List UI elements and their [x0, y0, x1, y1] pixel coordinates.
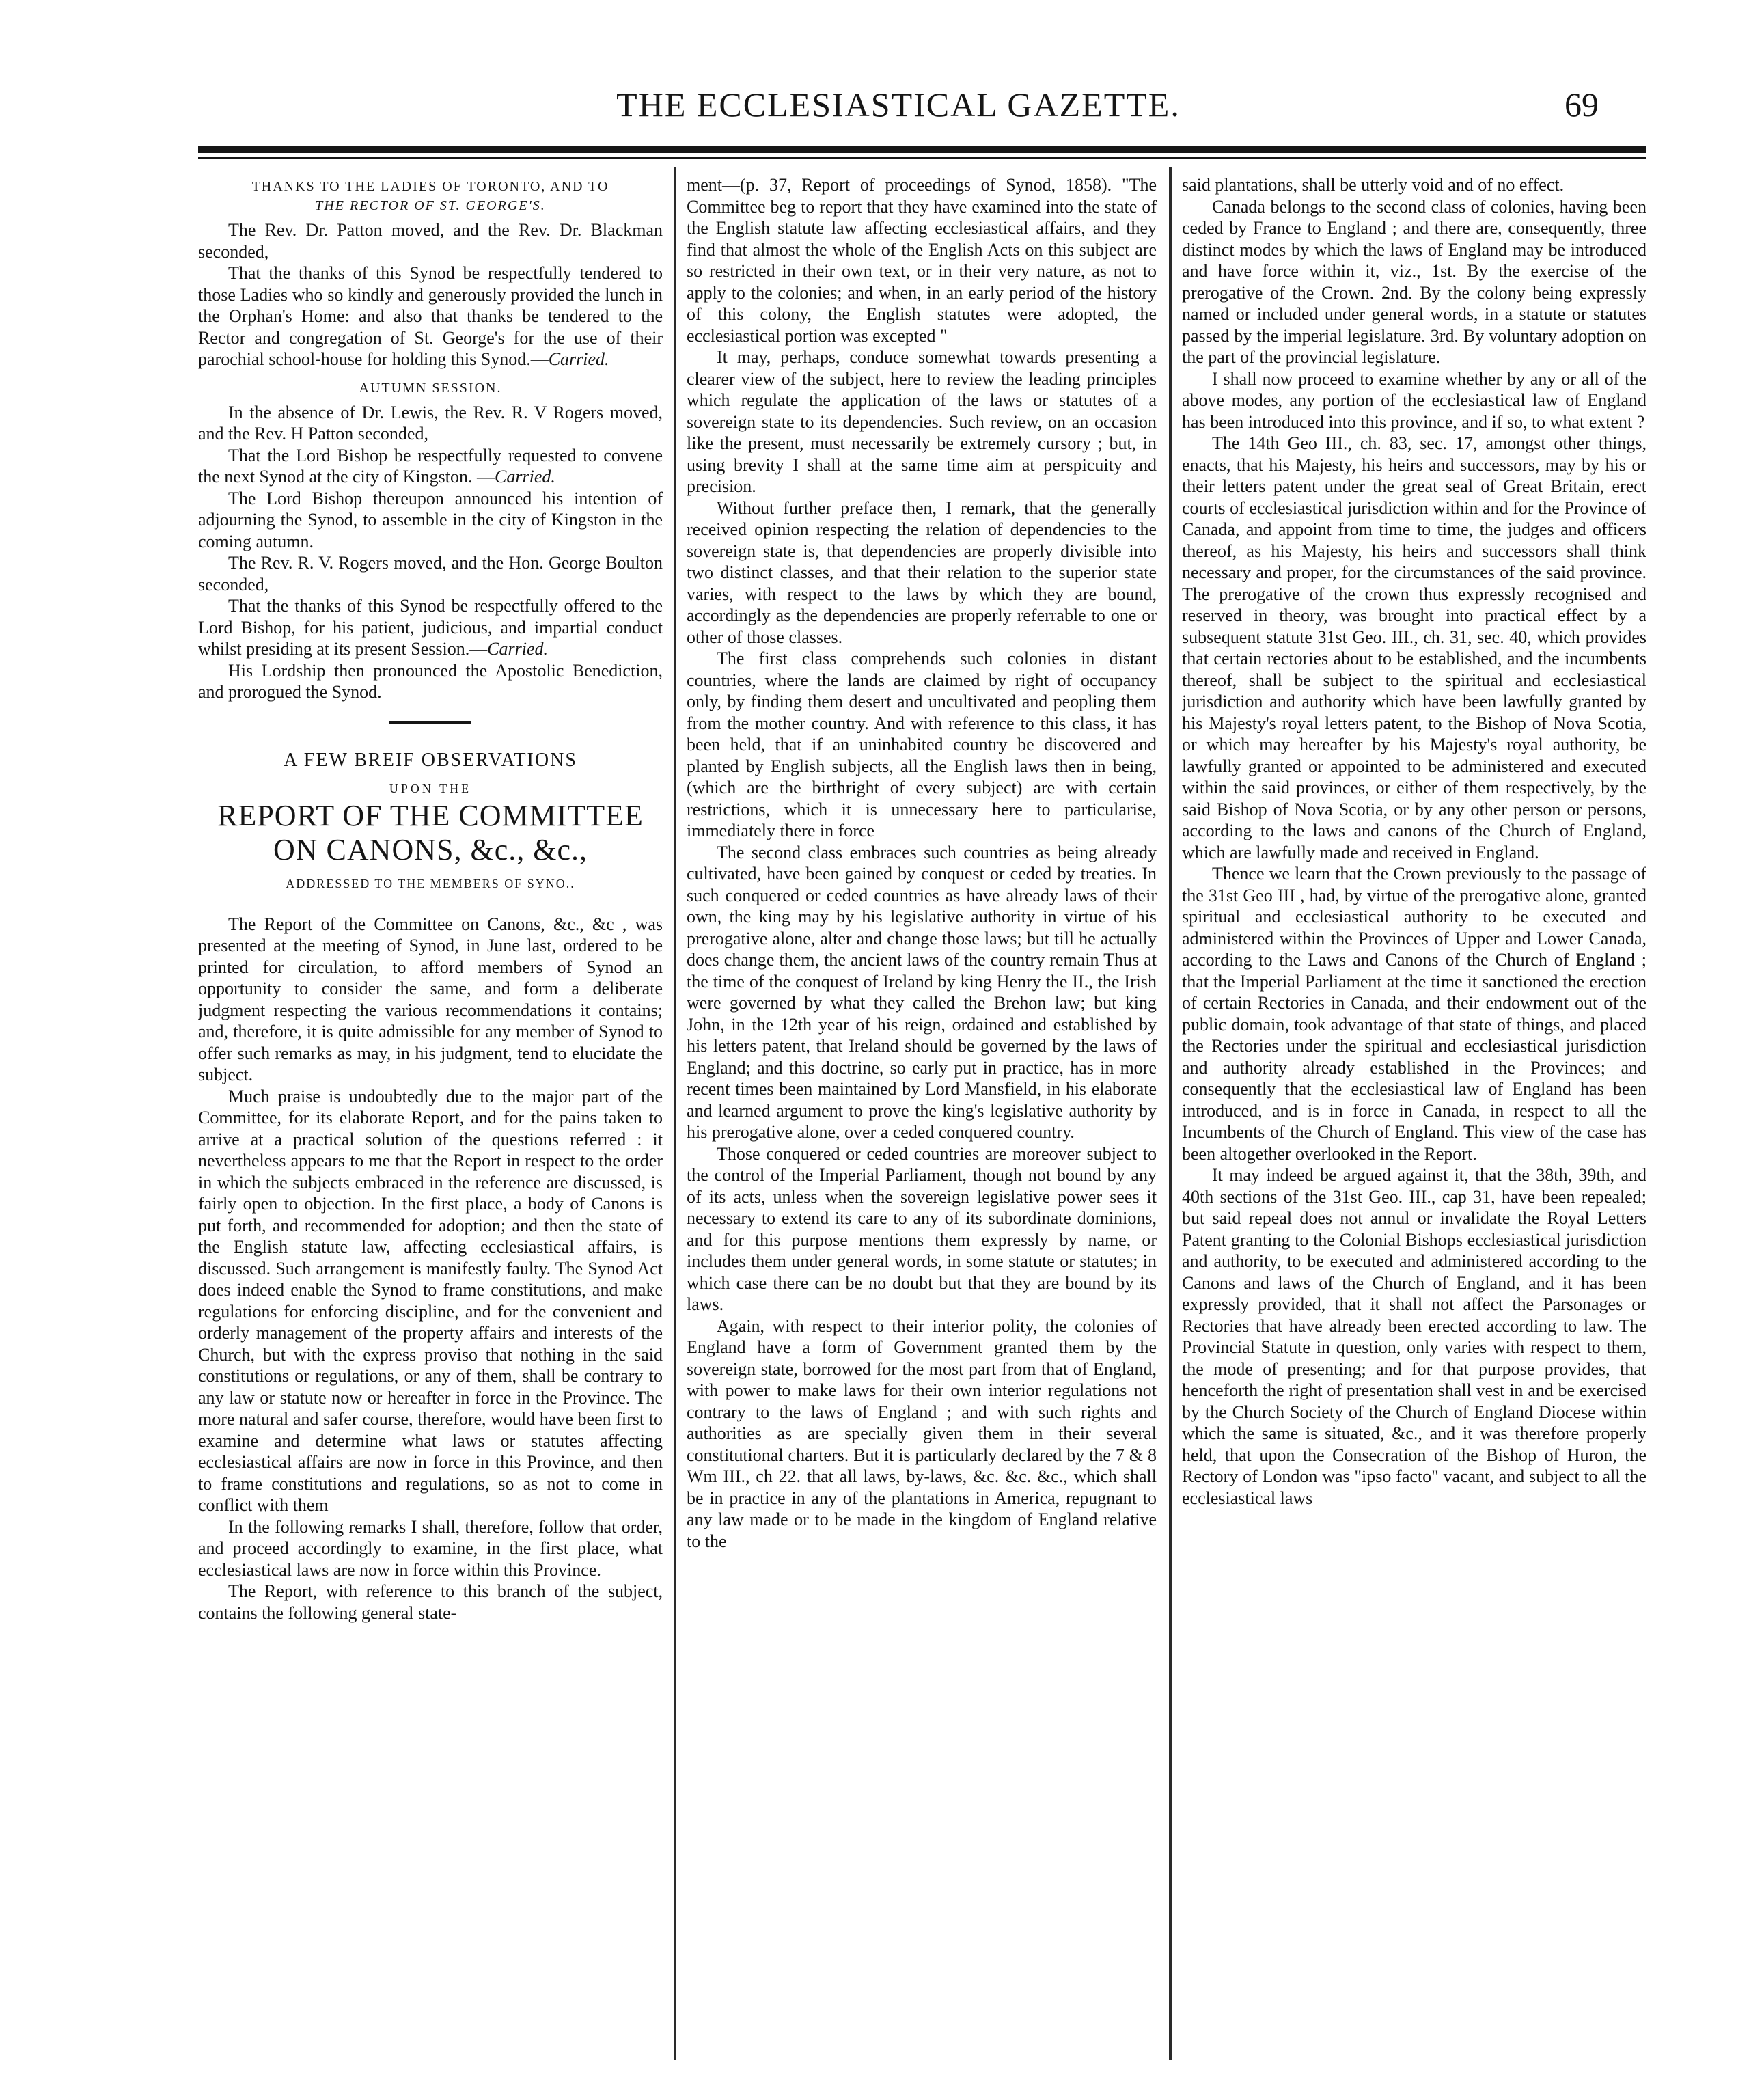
paragraph: The Report, with reference to this branch of the subject, contains the following general state-: [198, 1581, 663, 1623]
paragraph: The Rev. Dr. Patton moved, and the Rev. Dr. Blackman seconded,: [198, 220, 663, 262]
resolution-paragraph: [198, 595, 663, 660]
column-divider-1: [674, 167, 676, 2060]
carried-label: Carried.: [548, 349, 609, 369]
article-headline-2: ON CANONS, &c., &c.,: [273, 832, 588, 866]
column-1: [198, 174, 663, 2057]
article-upon: UPON THE: [389, 781, 472, 795]
section-divider: [389, 721, 471, 724]
autumn-session-heading: AUTUMN SESSION.: [359, 380, 502, 396]
running-title: THE ECCLESIASTICAL GAZETTE.: [616, 85, 1181, 124]
paragraph: The 14th Geo III., ch. 83, sec. 17, amongst other things, enacts, that his Majesty, his heirs and successors, may by his or their letters patent under the great seal of Great Britain, erect courts of ecclesiastical jurisdiction within and for the Province of Canada, and appoint from time to time, the judges and officers thereof, as his Majesty, his heirs and successors shall think necessary and proper, for the circumstances of the said province. The prerogative of the crown thus expressly recognised and reserved in theory, was brought into practical effect by a subsequent statute 31st Geo. III., ch. 31, sec. 40, which provides that certain rectories about to be established, and the incumbents thereof, shall be subject to the spiritual and ecclesiastical jurisdiction and authority which have been lawfully granted by his Majesty's royal letters patent, to the Bishop of Nova Scotia, or which may hereafter by his Majesty's royal authority, be lawfully granted or appointed to be administered and executed within the said provinces, or either of them respectively, by the said Bishop of Nova Scotia, or by any other person or persons, according to the laws and canons of the Church of England, which are lawfully made and received in England.: [1182, 433, 1646, 862]
paragraph: Those conquered or ceded countries are moreover subject to the control of the Imperial Parliament, though not bound by any of its acts, unless when the sovereign legislative power sees it necessary to extend its care to any of its subordinate dominions, and for this purpose mentions them expressly by name, or includes them under general words, in some statute or statutes; in which case there can be no doubt but that they are bound by its laws.: [687, 1143, 1157, 1314]
paragraph: Without further preface then, I remark, that the generally received opinion respecting the relation of dependencies to the sovereign state is, that dependencies are properly divisible into two distinct classes, and that their relation to the superior state varies, with respect to the laws by which they are bound, accordingly as the dependencies are properly referrable to one or other of those classes.: [687, 497, 1157, 647]
paragraph: Thence we learn that the Crown previously to the passage of the 31st Geo III , had, by virtue of the prerogative alone, granted spiritual and ecclesiastical authority to be executed and administered within the Provinces of Upper and Lower Canada, according to the Laws and Canons of the Church of England ; that the Imperial Parliament at the time it sanctioned the erection of certain Rectories in Canada, and their endowment out of the public domain, took advantage of that state of things, and placed the Rectories under the spiritual and ecclesiastical jurisdiction and authority already established in the Provinces; and consequently that the ecclesiastical law of England has been introduced, and is in force in Canada, in respect to all the Incumbents of the Church of England. This view of the case has been altogether overlooked in the Report.: [1182, 864, 1646, 1164]
column-2: [687, 174, 1157, 2057]
article-title: A FEW BREIF OBSERVATIONS: [284, 749, 577, 771]
paragraph: The Report of the Committee on Canons, &c., &c , was presented at the meeting of Synod, in June last, ordered to be printed for circulation, to afford members of Synod an opportunity to consider the same, and form a deliberate judgment respecting the various recommendations it contains; and, therefore, it is quite admissible for any member of Synod to offer such remarks as may, in his judgment, tend to elucidate the subject.: [198, 914, 663, 1084]
resolution-paragraph: [198, 262, 663, 370]
paragraph: His Lordship then pronounced the Apostolic Benediction, and prorogued the Synod.: [198, 660, 663, 702]
paragraph: The second class embraces such countries as being already cultivated, have been gained by conquest or ceded by treaties. In such conquered or ceded countries as have already laws of their own, the king may by his legislative authority in virtue of his prerogative alone, alter and change those laws; but till he actually does change them, the ancient laws of the country remain Thus at the time of the conquest of Ireland by king Henry the II., the Irish were governed by what they called the Brehon law; but king John, in the 12th year of his reign, ordained and established by his letters patent, that Ireland should be governed by the laws of England; and this doctrine, so early put in practice, has in more recent times been maintained by Lord Mansfield, in his elaborate and learned argument to prove the king's legislative authority by his prerogative alone, over a ceded conquered country.: [687, 842, 1157, 1142]
carried-label: Carried.: [487, 639, 549, 659]
paragraph: Again, with respect to their interior polity, the colonies of England have a form of Government granted them by the sovereign state, borrowed for the most part from that of England, with power to make laws for their own interior regulations not contrary to the laws of England ; and with such rights and authorities as are specially given them in their several constitutional charters. But it is particularly declared by the 7 & 8 Wm III., ch 22. that all laws, by-laws, &c. &c. &c., which shall be in practice in any of the plantations in America, repugnant to any law made or to be made in the kingdom of England relative to the: [687, 1315, 1157, 1551]
header-rule-thick: [198, 146, 1646, 153]
resolution-paragraph: [198, 445, 663, 488]
paragraph: The Rev. R. V. Rogers moved, and the Hon. George Boulton seconded,: [198, 553, 663, 594]
paragraph: It may indeed be argued against it, that the 38th, 39th, and 40th sections of the 31st Geo. III., cap 31, have been repealed; but said repeal does not annul or invalidate the Royal Letters Patent granting to the Colonial Bishops ecclesiastical jurisdiction and authority, to be executed and administered according to the Canons and laws of the Church of England, and it has been expressly provided, that it shall not affect the Parsonages or Rectories that have already been erected according to law. The Provincial Statute in question, only varies with respect to them, the mode of presenting; and for that purpose provides, that henceforth the right of presentation shall vest in and be exercised by the Church Society of the Church of England Diocese within which the same is situated, &c., and it was therefore properly held, that upon the Consecration of the Bishop of Huron, the Rectory of London was "ipso facto" vacant, and subject to all the ecclesiastical laws: [1182, 1165, 1646, 1508]
paragraph: In the following remarks I shall, therefore, follow that order, and proceed accordingly to examine, in the first place, what ecclesiastical laws are now in force within this Province.: [198, 1516, 663, 1580]
thanks-heading-line-1: THANKS TO THE LADIES OF TORONTO, AND TO: [251, 179, 609, 194]
masthead: [198, 81, 1599, 128]
paragraph: In the absence of Dr. Lewis, the Rev. R. V Rogers moved, and the Rev. H Patton seconded,: [198, 402, 663, 443]
paragraph: Much praise is undoubtedly due to the major part of the Committee, for its elaborate Report, and for the pains taken to arrive at a practical solution of the questions referred : it nevertheless appears to me that the Report in respect to the order in which the subjects embraced in the reference are discussed, is fairly open to objection. In the first place, a body of Canons is put forth, and recommended for adoption; and then the state of the English statute law, affecting ecclesiastical affairs, is discussed. Such arrangement is manifestly faulty. The Synod Act does indeed enable the Synod to frame constitutions, and make regulations for enforcing discipline, and for the convenient and orderly management of the property affairs and interests of the Church, but with the express proviso that nothing in the said constitutions or regulations, or any of them, shall be contrary to any law or statute now or hereafter in force in the Province. The more natural and safer course, therefore, would have been first to examine and determine what laws or statutes affecting ecclesiastical affairs are now in force in this Province, and then to frame constitutions and regulations, so as not to come in conflict with them: [198, 1086, 663, 1515]
paragraph-continued: said plantations, shall be utterly void and of no effect.: [1182, 175, 1565, 195]
paragraph: I shall now proceed to examine whether by any or all of the above modes, any portion of the ecclesiastical law of England has been introduced into this province, and if so, to what extent ?: [1182, 368, 1646, 432]
paragraph-text: That the thanks of this Synod be respectfully offered to the Lord Bishop, for his patient, judicious, and impartial conduct whilst presiding at its present Session.—: [198, 596, 663, 659]
thanks-heading-line-2: THE RECTOR OF ST. GEORGE'S.: [315, 198, 546, 213]
header-rule-thin: [198, 157, 1646, 159]
column-divider-2: [1169, 167, 1172, 2060]
paragraph: The Lord Bishop thereupon announced his intention of adjourning the Synod, to assemble in the city of Kingston in the coming autumn.: [198, 488, 663, 551]
paragraph: Canada belongs to the second class of colonies, having been ceded by France to England ; and there are, consequently, three distinct modes by which the laws of England may be introduced and have force within it, viz., 1st. By the exercise of the prerogative of the Crown. 2nd. By the colony being expressly named or included under general words, in a statute or statutes passed by the imperial legislature. 3rd. By voluntary adoption on the part of the provincial legislature.: [1182, 196, 1646, 367]
paragraph: The first class comprehends such colonies in distant countries, where the lands are claimed by right of occupancy only, by finding them desert and uncultivated and peopling them from the mother country. And with reference to this class, it has been held, that if an uninhabited country be discovered and planted by English subjects, all the English laws then in being, (which are the birthright of every subject) are with certain restrictions, which it is unnecessary here to particularise, immediately there in force: [687, 648, 1157, 840]
paragraph-continued: ment—(p. 37, Report of proceedings of Synod, 1858). "The Committee beg to report that they have examined into the state of the English statute law affecting ecclesiastical affairs, and they find that almost the whole of the English Acts on this subject are so restricted in their own text, or in their very nature, as not to apply to the colonies; and when, in an early period of the history of this colony, the English statutes were adopted, the ecclesiastical portion was excepted ": [687, 175, 1157, 346]
carried-label: Carried.: [495, 467, 555, 487]
paragraph-text: That the thanks of this Synod be respectfully tendered to those Ladies who so kindly and generously provided the lunch in the Orphan's Home: and also that thanks be tendered to the Rector and congregation of St. George's for the use of their parochial school-house for holding this Synod.—: [198, 263, 663, 369]
article-headline-1: REPORT OF THE COMMITTEE: [217, 798, 644, 832]
thanks-heading: [198, 177, 663, 215]
column-3: [1182, 174, 1646, 2057]
paragraph: It may, perhaps, conduce somewhat towards presenting a clearer view of the subject, here to review the leading principles which regulate the application of the laws or statutes of a sovereign state to its dependencies. Such review, on an occasion like the present, must necessarily be extremely cursory ; but, in using brevity I shall at the same time aim at perspicuity and precision.: [687, 347, 1157, 496]
article-addressed: ADDRESSED TO THE MEMBERS OF SYNO..: [286, 876, 575, 890]
page-number: 69: [1565, 85, 1599, 124]
paragraph-text: That the Lord Bishop be respectfully requested to convene the next Synod at the city of Kingston. —: [198, 445, 663, 487]
